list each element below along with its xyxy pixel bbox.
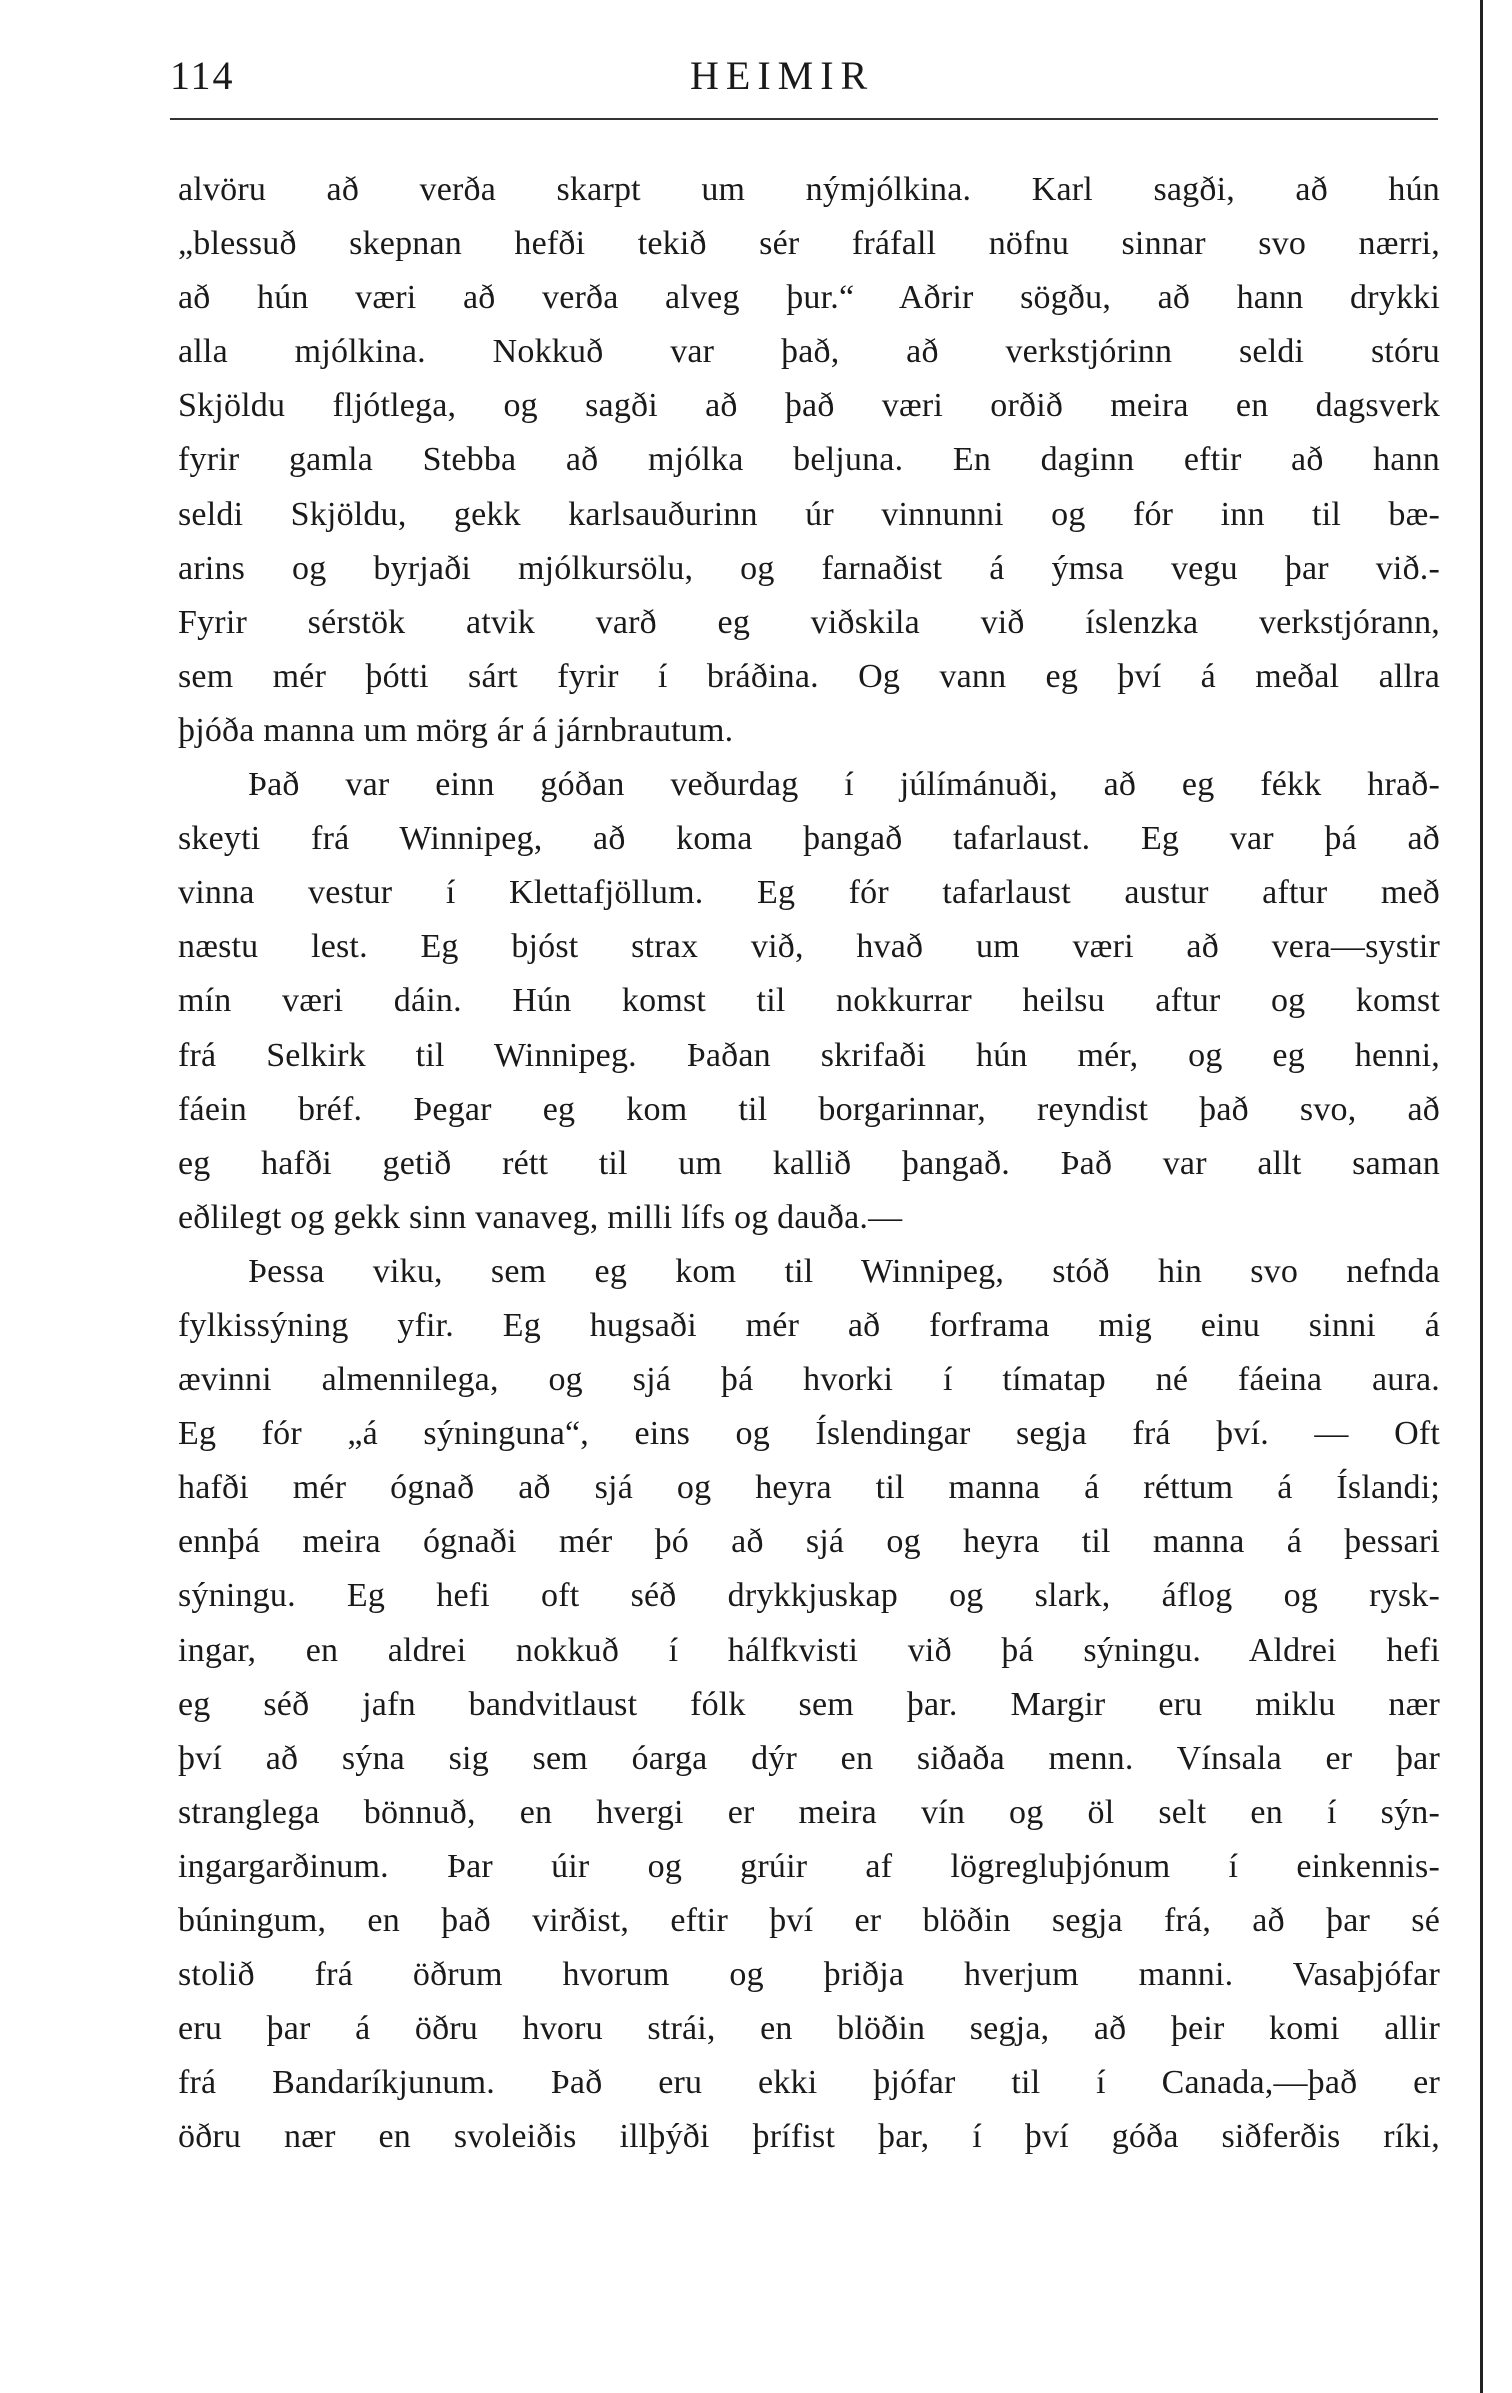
text-line: því að sýna sig sem óarga dýr en siðaða menn. Vínsala er þar: [178, 1739, 1440, 1777]
text-line: eg hafði getið rétt til um kallið þangað. Það var allt saman: [178, 1144, 1440, 1182]
text-line: arins og byrjaði mjólkursölu, og farnaðist á ýmsa vegu þar við.-: [178, 549, 1440, 587]
page-number: 114: [170, 53, 235, 98]
text-line: eg séð jafn bandvitlaust fólk sem þar. Margir eru miklu nær: [178, 1685, 1440, 1723]
text-line: eðlilegt og gekk sinn vanaveg, milli lífs og dauða.—: [178, 1198, 903, 1236]
text-line: hafði mér ógnað að sjá og heyra til manna á réttum á Íslandi;: [178, 1469, 1440, 1507]
text-line: öðru nær en svoleiðis illþýði þrífist þar, í því góða siðferðis ríki,: [178, 2118, 1440, 2156]
text-line: sem mér þótti sárt fyrir í bráðina. Og vann eg því á meðal allra: [178, 657, 1440, 695]
text-line: þjóða manna um mörg ár á járnbrautum.: [178, 711, 734, 749]
text-line: seldi Skjöldu, gekk karlsauðurinn úr vinnunni og fór inn til bæ-: [178, 495, 1440, 533]
text-line: Skjöldu fljótlega, og sagði að það væri orðið meira en dagsverk: [178, 387, 1440, 425]
text-line: ævinni almennilega, og sjá þá hvorki í tímatap né fáeina aura.: [178, 1361, 1440, 1399]
page-edge-border: [1480, 0, 1483, 2393]
text-line: næstu lest. Eg bjóst strax við, hvað um væri að vera—systir: [178, 928, 1440, 966]
text-line: mín væri dáin. Hún komst til nokkurrar heilsu aftur og komst: [178, 982, 1440, 1020]
text-line: frá Selkirk til Winnipeg. Þaðan skrifaði hún mér, og eg henni,: [178, 1036, 1440, 1074]
text-line: sýningu. Eg hefi oft séð drykkjuskap og slark, áflog og rysk-: [178, 1577, 1440, 1615]
text-line: frá Bandaríkjunum. Það eru ekki þjófar til í Canada,—það er: [178, 2064, 1440, 2102]
text-line: fyrir gamla Stebba að mjólka beljuna. En daginn eftir að hann: [178, 441, 1440, 479]
text-line: alla mjólkina. Nokkuð var það, að verkstjórinn seldi stóru: [178, 333, 1440, 371]
text-line: Það var einn góðan veðurdag í júlímánuði, að eg fékk hrað-: [248, 766, 1440, 804]
text-line: skeyti frá Winnipeg, að koma þangað tafarlaust. Eg var þá að: [178, 820, 1440, 858]
text-line: Eg fór „á sýninguna“, eins og Íslendingar segja frá því. — Oft: [178, 1415, 1440, 1453]
text-line: ingargarðinum. Þar úir og grúir af lögregluþjónum í einkennis-: [178, 1847, 1440, 1885]
text-line: vinna vestur í Klettafjöllum. Eg fór tafarlaust austur aftur með: [178, 874, 1440, 912]
text-line: fylkissýning yfir. Eg hugsaði mér að forframa mig einu sinni á: [178, 1306, 1440, 1344]
text-line: fáein bréf. Þegar eg kom til borgarinnar, reyndist það svo, að: [178, 1090, 1440, 1128]
text-line: Þessa viku, sem eg kom til Winnipeg, stóð hin svo nefnda: [248, 1252, 1440, 1290]
text-line: eru þar á öðru hvoru strái, en blöðin segja, að þeir komi allir: [178, 2010, 1440, 2048]
text-line: að hún væri að verða alveg þur.“ Aðrir sögðu, að hann drykki: [178, 279, 1440, 317]
text-line: „blessuð skepnan hefði tekið sér fráfall nöfnu sinnar svo nærri,: [178, 225, 1440, 263]
text-line: búningum, en það virðist, eftir því er blöðin segja frá, að þar sé: [178, 1902, 1440, 1939]
body-text: [178, 163, 1440, 2164]
text-line: ingar, en aldrei nokkuð í hálfkvisti við þá sýningu. Aldrei hefi: [178, 1631, 1440, 1669]
text-line: alvöru að verða skarpt um nýmjólkina. Karl sagði, að hún: [178, 171, 1440, 208]
header-rule: [170, 118, 1438, 120]
text-line: Fyrir sérstök atvik varð eg viðskila við íslenzka verkstjórann,: [178, 603, 1440, 641]
text-line: ennþá meira ógnaði mér þó að sjá og heyra til manna á þessari: [178, 1523, 1440, 1561]
running-head: [0, 52, 1470, 112]
text-line: stranglega bönnuð, en hvergi er meira vín og öl selt en í sýn-: [178, 1793, 1440, 1831]
text-line: stolið frá öðrum hvorum og þriðja hverjum manni. Vasaþjófar: [178, 1956, 1440, 1994]
journal-title: HEIMIR: [690, 53, 875, 98]
